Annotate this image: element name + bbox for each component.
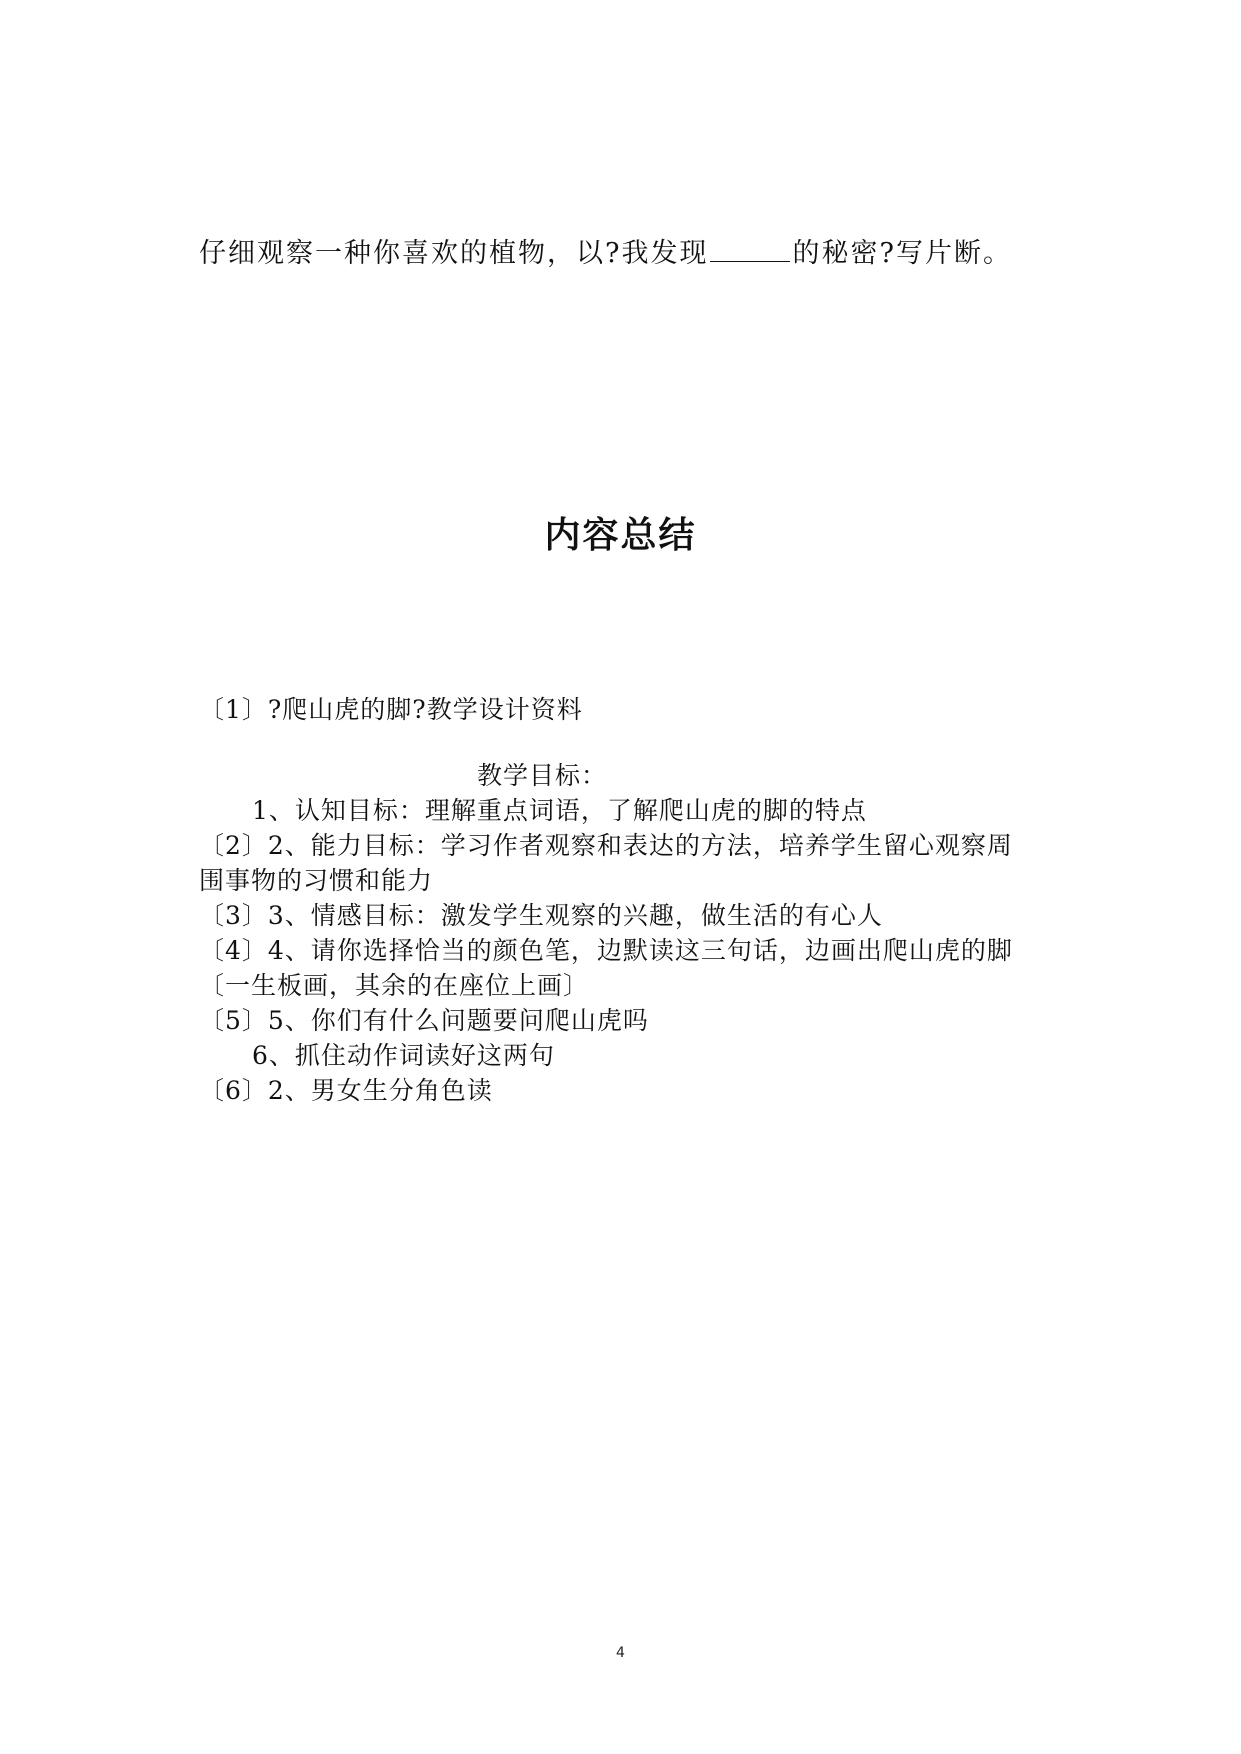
teaching-goals-heading: 教学目标：	[477, 761, 608, 790]
prompt-text-start: 仔细观察一种你喜欢的植物，以?我发现	[199, 238, 709, 269]
summary-line-3: 1、认知目标：理解重点词语，了解爬山虎的脚的特点	[252, 796, 867, 825]
summary-line-1: 〔1〕?爬山虎的脚?教学设计资料	[199, 695, 583, 724]
fill-in-blank	[710, 237, 790, 262]
summary-line-7: 〔4〕4、请你选择恰当的颜色笔，边默读这三句话，边画出爬山虎的脚	[199, 936, 1013, 965]
summary-line-9: 〔5〕5、你们有什么问题要问爬山虎吗	[199, 1006, 649, 1035]
prompt-text-end: 的秘密?写片断。	[792, 238, 1012, 269]
summary-line-11: 〔6〕2、男女生分角色读	[199, 1076, 493, 1105]
summary-line-6: 〔3〕3、情感目标：激发学生观察的兴趣，做生活的有心人	[199, 901, 883, 930]
summary-line-4: 〔2〕2、能力目标：学习作者观察和表达的方法，培养学生留心观察周	[199, 831, 1013, 860]
writing-prompt	[199, 237, 1012, 269]
section-title: 内容总结	[544, 515, 697, 556]
summary-line-10: 6、抓住动作词读好这两句	[252, 1041, 555, 1070]
summary-line-5: 围事物的习惯和能力	[199, 866, 434, 895]
page-number: 4	[616, 1645, 625, 1661]
summary-line-8: 〔一生板画，其余的在座位上画〕	[199, 971, 590, 1000]
